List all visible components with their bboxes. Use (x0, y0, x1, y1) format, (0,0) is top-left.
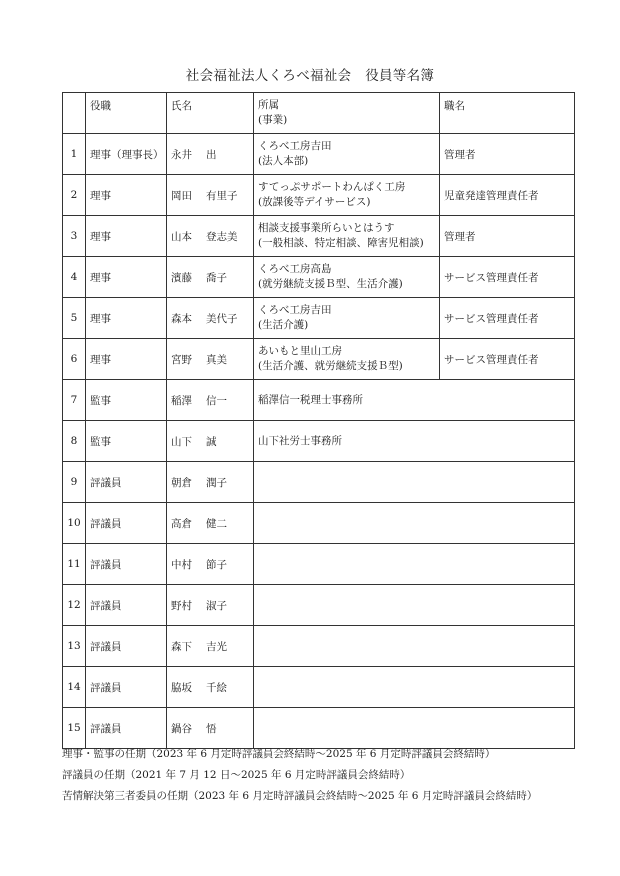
row-affiliation-office: あいもと里山工房 (258, 345, 342, 357)
table-row (63, 503, 575, 544)
row-job (440, 421, 575, 462)
row-role: 理事（理事長） (86, 134, 167, 175)
document-title: 社会福祉法人くろべ福祉会 役員等名簿 (185, 68, 435, 84)
header-name: 氏名 (167, 93, 254, 134)
row-affiliation (254, 134, 440, 175)
header-role: 役職 (86, 93, 167, 134)
row-family-name: 野村 (171, 599, 192, 612)
note-officer-term: 理事・監事の任期（2023 年 6 月定時評議員会終結時～2025 年 6 月定時評議員会終結時） (62, 748, 496, 760)
note-councilor-term: 評議員の任期（2021 年 7 月 12 日～2025 年 6 月定時評議員会終結時） (62, 769, 411, 781)
row-job: サービス管理責任者 (440, 257, 575, 298)
table-row (63, 339, 575, 380)
row-affiliation (254, 257, 440, 298)
row-family-name: 濱藤 (171, 271, 192, 284)
row-affiliation (254, 667, 440, 708)
table-row (63, 544, 575, 585)
row-role: 評議員 (86, 667, 167, 708)
row-role: 理事 (86, 216, 167, 257)
row-given-name: 節子 (206, 558, 227, 571)
row-affiliation-service: (放課後等デイサービス) (258, 196, 371, 208)
row-given-name: 健二 (206, 517, 227, 530)
header-number (63, 93, 86, 134)
row-affiliation (254, 175, 440, 216)
row-job: 管理者 (440, 134, 575, 175)
row-job (440, 667, 575, 708)
row-role: 評議員 (86, 544, 167, 585)
row-family-name: 稲澤 (171, 394, 192, 407)
row-role: 理事 (86, 257, 167, 298)
table-row (63, 257, 575, 298)
row-name (167, 667, 254, 708)
row-affiliation (254, 544, 440, 585)
row-name (167, 503, 254, 544)
row-job (440, 380, 575, 421)
table-row (63, 667, 575, 708)
row-affiliation (254, 585, 440, 626)
row-number: 12 (63, 585, 86, 626)
table-row (63, 134, 575, 175)
row-job: 児童発達管理責任者 (440, 175, 575, 216)
row-role: 監事 (86, 380, 167, 421)
row-job: 管理者 (440, 216, 575, 257)
row-name (167, 175, 254, 216)
row-name (167, 708, 254, 749)
row-affiliation-service: (一般相談、特定相談、障害児相談) (258, 237, 424, 249)
row-name (167, 298, 254, 339)
header-affiliation-label: 所属 (258, 99, 279, 111)
roster-body (63, 134, 575, 749)
row-job (440, 462, 575, 503)
row-affiliation (254, 298, 440, 339)
row-role: 理事 (86, 339, 167, 380)
row-given-name: 悟 (206, 722, 217, 735)
row-job (440, 544, 575, 585)
row-number: 13 (63, 626, 86, 667)
row-role: 理事 (86, 298, 167, 339)
row-number: 10 (63, 503, 86, 544)
row-affiliation-office: すてっぷサポートわんぱく工房 (258, 181, 406, 193)
row-name (167, 626, 254, 667)
row-number: 11 (63, 544, 86, 585)
row-number: 9 (63, 462, 86, 503)
table-row (63, 421, 575, 462)
row-role: 評議員 (86, 462, 167, 503)
row-family-name: 森本 (171, 312, 192, 325)
table-row (63, 216, 575, 257)
row-given-name: 登志美 (206, 230, 238, 243)
row-name (167, 462, 254, 503)
row-affiliation-office: くろべ工房吉田 (258, 304, 332, 316)
row-name (167, 544, 254, 585)
row-name (167, 421, 254, 462)
row-family-name: 朝倉 (171, 476, 192, 489)
table-row (63, 626, 575, 667)
row-job: サービス管理責任者 (440, 298, 575, 339)
row-given-name: 潤子 (206, 476, 227, 489)
row-given-name: 美代子 (206, 312, 238, 325)
row-affiliation-office: 相談支援事業所らいとはうす (258, 222, 395, 234)
row-role: 監事 (86, 421, 167, 462)
row-family-name: 鍋谷 (171, 722, 192, 735)
row-affiliation (254, 626, 440, 667)
row-family-name: 宮野 (171, 353, 192, 366)
row-number: 7 (63, 380, 86, 421)
row-given-name: 吉光 (206, 640, 227, 653)
table-row (63, 298, 575, 339)
row-family-name: 中村 (171, 558, 192, 571)
row-affiliation-office: くろべ工房高島 (258, 263, 332, 275)
table-header-row (63, 93, 575, 134)
row-given-name: 真美 (206, 353, 227, 366)
row-family-name: 高倉 (171, 517, 192, 530)
table-row (63, 175, 575, 216)
row-given-name: 喬子 (206, 271, 227, 284)
row-name (167, 134, 254, 175)
row-name (167, 339, 254, 380)
row-number: 4 (63, 257, 86, 298)
header-affiliation-sub: (事業) (258, 114, 288, 126)
row-job (440, 585, 575, 626)
row-number: 5 (63, 298, 86, 339)
header-job: 職名 (440, 93, 575, 134)
row-given-name: 有里子 (206, 189, 238, 202)
row-number: 6 (63, 339, 86, 380)
row-affiliation-service: (生活介護) (258, 319, 309, 331)
row-name (167, 585, 254, 626)
row-number: 15 (63, 708, 86, 749)
note-committee-term: 苦情解決第三者委員の任期（2023 年 6 月定時評議員会終結時～2025 年 6 月定時評議員会終結時） (62, 790, 538, 802)
row-role: 理事 (86, 175, 167, 216)
row-number: 1 (63, 134, 86, 175)
row-family-name: 永井 (171, 148, 192, 161)
row-given-name: 淑子 (206, 599, 227, 612)
row-affiliation-office: 山下社労士事務所 (258, 434, 342, 447)
row-affiliation-office: くろべ工房吉田 (258, 140, 332, 152)
row-affiliation (254, 462, 440, 503)
row-number: 8 (63, 421, 86, 462)
row-role: 評議員 (86, 503, 167, 544)
row-role: 評議員 (86, 708, 167, 749)
row-name (167, 216, 254, 257)
row-affiliation (254, 216, 440, 257)
row-role: 評議員 (86, 626, 167, 667)
officer-roster-table (62, 92, 575, 749)
row-job (440, 503, 575, 544)
row-role: 評議員 (86, 585, 167, 626)
table-row (63, 380, 575, 421)
row-given-name: 出 (206, 148, 217, 161)
row-affiliation (254, 421, 440, 462)
row-job (440, 708, 575, 749)
row-number: 2 (63, 175, 86, 216)
row-number: 14 (63, 667, 86, 708)
term-notes (62, 744, 537, 807)
row-affiliation-service: (生活介護、就労継続支援Ｂ型) (258, 360, 403, 372)
row-affiliation-office: 稲澤信一税理士事務所 (258, 393, 363, 406)
row-family-name: 岡田 (171, 189, 192, 202)
row-name (167, 380, 254, 421)
row-family-name: 山本 (171, 230, 192, 243)
row-affiliation-service: (法人本部) (258, 155, 309, 167)
row-given-name: 千絵 (206, 681, 227, 694)
row-name (167, 257, 254, 298)
row-job (440, 626, 575, 667)
row-affiliation (254, 380, 440, 421)
row-given-name: 信一 (206, 394, 227, 407)
row-affiliation (254, 708, 440, 749)
row-affiliation (254, 503, 440, 544)
row-given-name: 誠 (206, 435, 217, 448)
row-family-name: 山下 (171, 435, 192, 448)
table-row (63, 462, 575, 503)
table-row (63, 585, 575, 626)
row-family-name: 脇坂 (171, 681, 192, 694)
row-affiliation-service: (就労継続支援Ｂ型、生活介護) (258, 278, 403, 290)
row-number: 3 (63, 216, 86, 257)
table-row (63, 708, 575, 749)
row-affiliation (254, 339, 440, 380)
row-family-name: 森下 (171, 640, 192, 653)
row-job: サービス管理責任者 (440, 339, 575, 380)
header-affiliation (254, 93, 440, 134)
